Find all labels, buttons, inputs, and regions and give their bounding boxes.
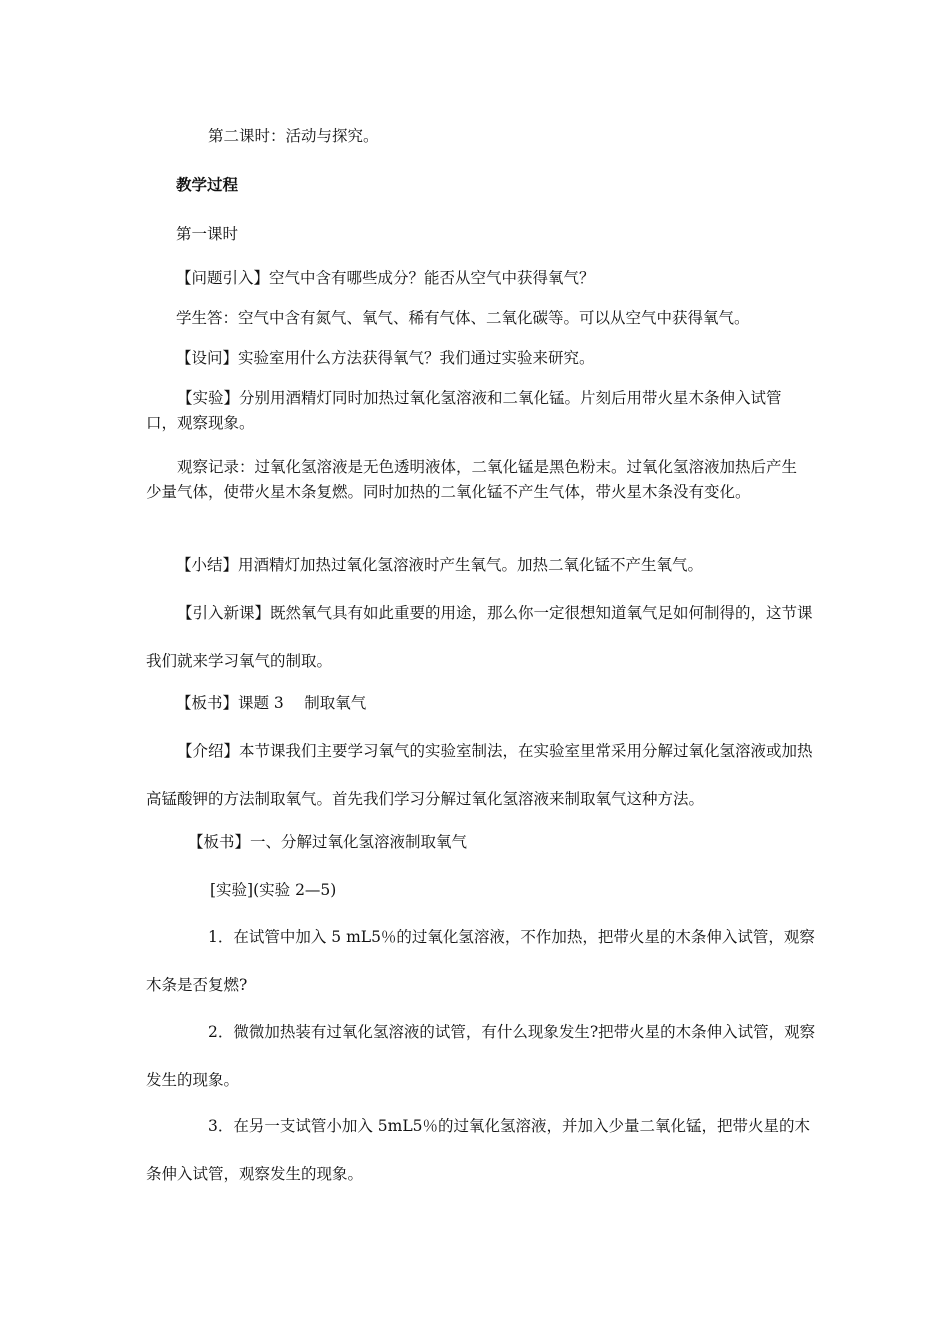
paragraph-student-answer: 学生答：空气中含有氮气、氧气、稀有气体、二氧化碳等。可以从空气中获得氧气。: [176, 309, 750, 327]
paragraph-introduction: 【介绍】本节课我们主要学习氧气的实验室制法，在实验室里常采用分解过氧化氢溶液或加热高锰酸钾的方法制取氧气。首先我们学习分解过氧化氢溶液来制取氧气这种方法。: [146, 742, 813, 808]
paragraph-experiment-label: [实验](实验 2—5): [210, 881, 337, 899]
paragraph-question-lab: 【设问】实验室用什么方法获得氧气？我们通过实验来研究。: [176, 349, 595, 367]
paragraph-experiment: 【实验】分别用酒精灯同时加热过氧化氢溶液和二氧化锰。片刻后用带火星木条伸入试管口，观察现象。: [146, 389, 782, 432]
paragraph-blackboard-topic: 【板书】课题 3 制取氧气: [176, 694, 367, 712]
paragraph-step-1: 1．在试管中加入 5 mL5％的过氧化氢溶液，不作加热，把带火星的木条伸入试管，观察木条是否复燃?: [146, 928, 815, 994]
paragraph-step-2: 2．微微加热装有过氧化氢溶液的试管，有什么现象发生?把带火星的木条伸入试管，观察发生的现象。: [146, 1023, 816, 1089]
paragraph-new-lesson-intro: 【引入新课】既然氧气具有如此重要的用途，那么你一定很想知道氧气足如何制得的，这节课我们就来学习氧气的制取。: [146, 604, 813, 670]
paragraph-question-intro: 【问题引入】空气中含有哪些成分？能否从空气中获得氧气？: [176, 269, 595, 287]
paragraph-blackboard-section-one: 【板书】一、分解过氧化氢溶液制取氧气: [188, 833, 468, 851]
section-heading-teaching-process: 教学过程: [176, 175, 239, 194]
paragraph-summary: 【小结】用酒精灯加热过氧化氢溶液时产生氧气。加热二氧化锰不产生氧气。: [176, 556, 704, 574]
paragraph-step-3: 3．在另一支试管小加入 5mL5％的过氧化氢溶液，并加入少量二氧化锰，把带火星的木条伸入试管，观察发生的现象。: [146, 1117, 811, 1183]
lesson-period-one: 第一课时: [176, 225, 239, 243]
paragraph-observation-record: 观察记录：过氧化氢溶液是无色透明液体，二氧化锰是黑色粉末。过氧化氢溶液加热后产生少量气体，使带火星木条复燃。同时加热的二氧化锰不产生气体，带火星木条没有变化。: [146, 458, 798, 501]
lesson-period-two: 第二课时：活动与探究。: [208, 127, 379, 145]
